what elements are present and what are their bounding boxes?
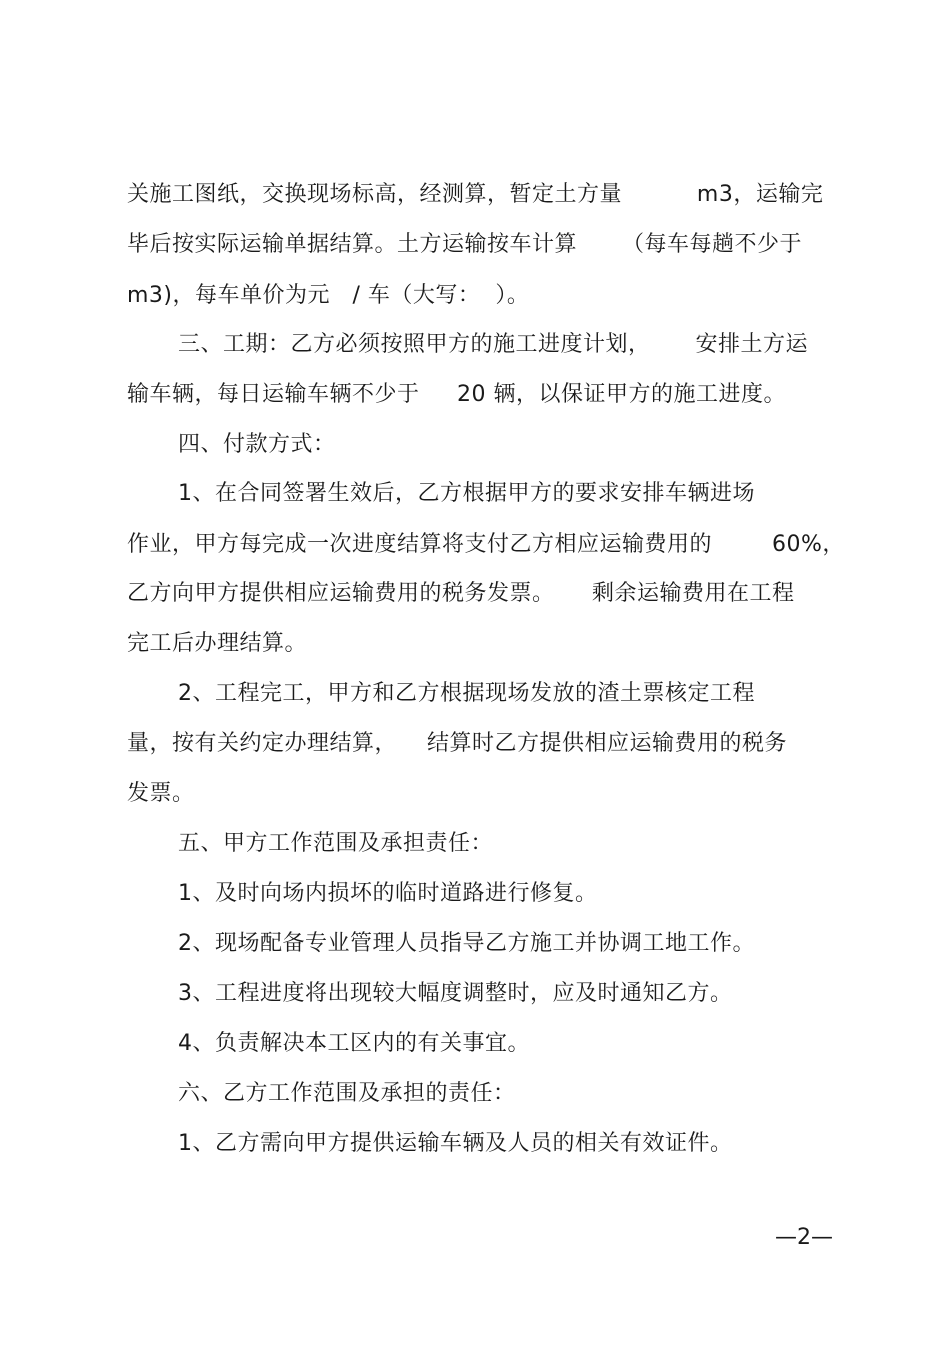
section-3-heading: 三、工期：乙方必须按照甲方的施工进度计划， 安排土方运 [178, 332, 808, 357]
section-4-heading: 四、付款方式： [178, 432, 336, 457]
clause-6-1: 1、乙方需向甲方提供运输车辆及人员的相关有效证件。 [178, 1131, 733, 1156]
clause-4-2-line-2: 量，按有关约定办理结算， 结算时乙方提供相应运输费用的税务 [127, 731, 787, 756]
body-line-2: 毕后按实际运输单据结算。土方运输按车计算 （每车每趟不少于 [127, 232, 802, 257]
page-number: —2— [775, 1225, 833, 1250]
clause-5-2: 2、现场配备专业管理人员指导乙方施工并协调工地工作。 [178, 931, 755, 956]
clause-5-4: 4、负责解决本工区内的有关事宜。 [178, 1031, 530, 1056]
clause-4-2-line-1: 2、工程完工，甲方和乙方根据现场发放的渣土票核定工程 [178, 681, 755, 706]
body-line-3: m3)，每车单价为元 / 车（大写： ）。 [127, 283, 530, 308]
clause-4-1-line-1: 1、在合同签署生效后，乙方根据甲方的要求安排车辆进场 [178, 481, 755, 506]
clause-4-1-line-2: 作业，甲方每完成一次进度结算将支付乙方相应运输费用的 60%， [127, 532, 845, 557]
body-line-5: 输车辆，每日运输车辆不少于 20 辆，以保证甲方的施工进度。 [127, 382, 786, 407]
clause-5-3: 3、工程进度将出现较大幅度调整时，应及时通知乙方。 [178, 981, 733, 1006]
clause-5-1: 1、及时向场内损坏的临时道路进行修复。 [178, 881, 598, 906]
section-6-heading: 六、乙方工作范围及承担的责任： [178, 1081, 516, 1106]
clause-4-1-line-4: 完工后办理结算。 [127, 631, 308, 656]
body-line-1: 关施工图纸，交换现场标高，经测算，暂定土方量 m3，运输完 [127, 182, 824, 207]
clause-4-2-line-3: 发票。 [127, 781, 195, 806]
section-5-heading: 五、甲方工作范围及承担责任： [178, 831, 494, 856]
clause-4-1-line-3: 乙方向甲方提供相应运输费用的税务发票。 剩余运输费用在工程 [127, 581, 795, 606]
